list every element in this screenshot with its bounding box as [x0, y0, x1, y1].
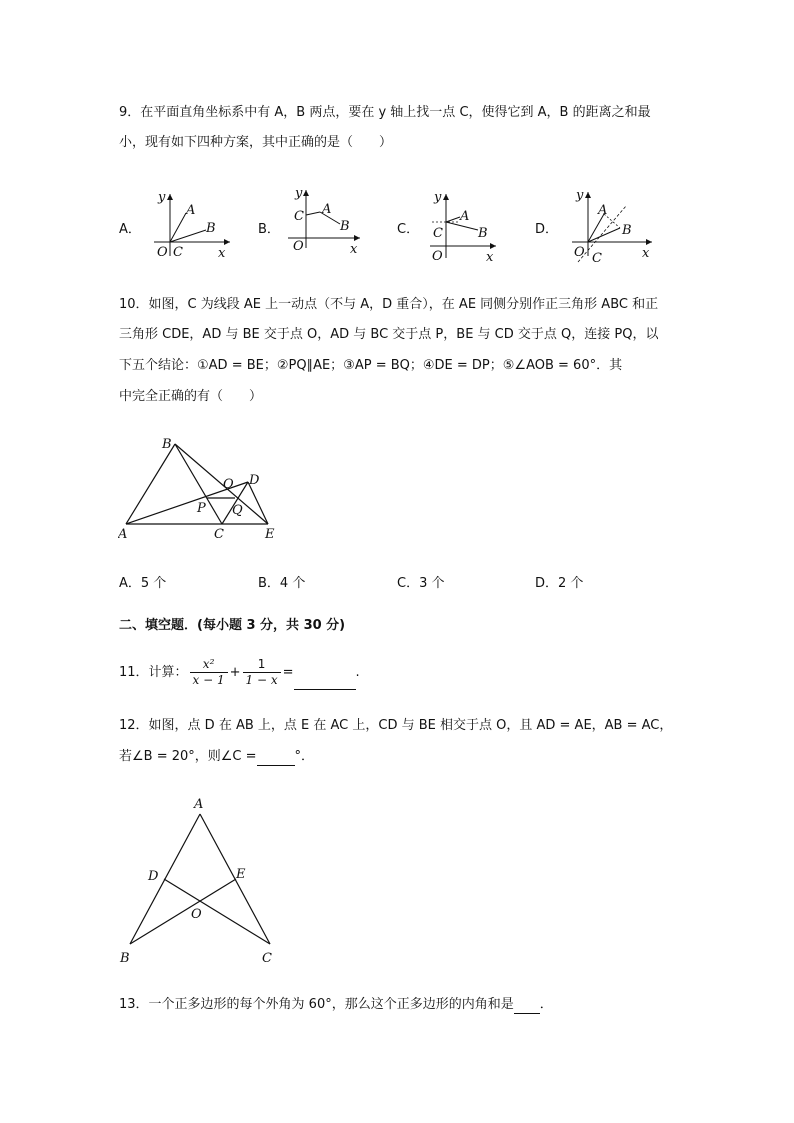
- q12-figure: [114, 790, 284, 970]
- q10-label-a: A: [118, 527, 128, 542]
- q9-option-c-label: C．: [397, 222, 420, 237]
- q12-line1: 12．如图，点 D 在 AB 上，点 E 在 AC 上，CD 与 BE 相交于点 O，且 AD = AE，AB = AC，: [119, 718, 673, 733]
- q9b-x: x: [350, 242, 358, 257]
- q9-option-c-figure: [424, 186, 504, 262]
- q12-line2-post: °．: [294, 749, 315, 764]
- q11-end: .: [355, 665, 360, 680]
- q9d-b: B: [622, 223, 632, 238]
- section-heading: 二、填空题．(每小题 3 分，共 30 分): [119, 618, 346, 633]
- q12-label-o: O: [191, 907, 202, 922]
- q9-option-a-label: A．: [119, 222, 141, 237]
- q9b-b: B: [340, 219, 350, 234]
- q11-prefix: 11．计算：: [119, 665, 188, 680]
- q12-label-b: B: [120, 951, 130, 966]
- q10-label-d: D: [249, 473, 260, 488]
- q9-line1: 9．在平面直角坐标系中有 A，B 两点，要在 y 轴上找一点 C，使得它到 A，B 的距离之和最: [119, 105, 651, 120]
- q11-frac2-num: 1: [243, 657, 281, 673]
- q12-line2: [119, 748, 314, 766]
- q9a-x: x: [218, 246, 226, 261]
- q11-plus: +: [229, 665, 241, 680]
- q11-line: [119, 656, 360, 690]
- q11-frac2-den: 1 − x: [245, 673, 278, 687]
- q13-post: ．: [539, 997, 553, 1012]
- q11-equals: =: [282, 665, 294, 680]
- q10-label-b: B: [162, 437, 172, 452]
- q12-label-d: D: [148, 869, 159, 884]
- q9-option-d-label: D．: [535, 222, 559, 237]
- q9b-o: O: [293, 239, 304, 254]
- q9d-y: y: [576, 188, 584, 203]
- q9c-b: B: [478, 226, 488, 241]
- q10-label-e: E: [265, 527, 275, 542]
- q10-label-c: C: [214, 527, 224, 542]
- q10-option-b: B．4 个: [258, 576, 306, 591]
- q12-answer-blank[interactable]: [257, 751, 295, 766]
- q13-pre: 13．一个正多边形的每个外角为 60°，那么这个正多边形的内角和是: [119, 997, 514, 1012]
- q9a-y: y: [158, 190, 166, 205]
- q12-line2-pre: 若∠B = 20°，则∠C =: [119, 749, 257, 764]
- q9-option-b-figure: [282, 182, 366, 258]
- q9b-a: A: [322, 202, 332, 217]
- q9c-c: C: [433, 226, 443, 241]
- q10-line4: 中完全正确的有（ ）: [119, 389, 263, 404]
- q9a-a: A: [186, 203, 196, 218]
- q9b-y: y: [295, 186, 303, 201]
- q9d-o: O: [574, 245, 585, 260]
- q11-answer-blank[interactable]: [294, 663, 356, 690]
- q9c-a: A: [460, 209, 470, 224]
- q9b-c: C: [294, 209, 304, 224]
- q12-label-e: E: [236, 867, 246, 882]
- q11-fraction-2: [243, 657, 281, 688]
- q10-figure: [118, 432, 288, 547]
- q11-fraction-1: [190, 657, 228, 688]
- q9d-a: A: [598, 203, 608, 218]
- q12-label-a: A: [194, 797, 204, 812]
- q10-label-p: P: [197, 501, 206, 516]
- q9-option-d-figure: [566, 184, 656, 266]
- q10-label-o: O: [223, 477, 234, 492]
- q9a-c: C: [173, 245, 183, 260]
- q12-label-c: C: [262, 951, 272, 966]
- q9a-o: O: [157, 245, 168, 260]
- q9-option-a-figure: [148, 186, 234, 262]
- q10-option-a: A．5 个: [119, 576, 167, 591]
- q10-line3: 下五个结论：①AD = BE；②PQ∥AE；③AP = BQ；④DE = DP；⑤∠AOB = 60°．其: [119, 358, 623, 373]
- q9d-x: x: [642, 246, 650, 261]
- q11-frac1-num: x²: [190, 657, 228, 673]
- q10-option-d: D．2 个: [535, 576, 584, 591]
- q11-frac1-den: x − 1: [192, 673, 225, 687]
- q9-line2: 小，现有如下四种方案，其中正确的是（ ）: [119, 135, 393, 150]
- q9c-y: y: [434, 190, 442, 205]
- q9-option-b-label: B．: [258, 222, 280, 237]
- q9c-x: x: [486, 250, 494, 262]
- q13-answer-blank[interactable]: [514, 999, 540, 1014]
- q10-label-q: Q: [232, 503, 243, 518]
- q9a-b: B: [206, 221, 216, 236]
- q10-line1: 10．如图，C 为线段 AE 上一动点（不与 A，D 重合），在 AE 同侧分别作正三角形 ABC 和正: [119, 297, 659, 312]
- q10-option-c: C．3 个: [397, 576, 445, 591]
- q9c-o: O: [432, 249, 443, 262]
- q9d-c: C: [592, 251, 602, 266]
- q10-line2: 三角形 CDE，AD 与 BE 交于点 O，AD 与 BC 交于点 P，BE 与 CD 交于点 Q，连接 PQ，以: [119, 327, 659, 342]
- q13-line: [119, 996, 553, 1014]
